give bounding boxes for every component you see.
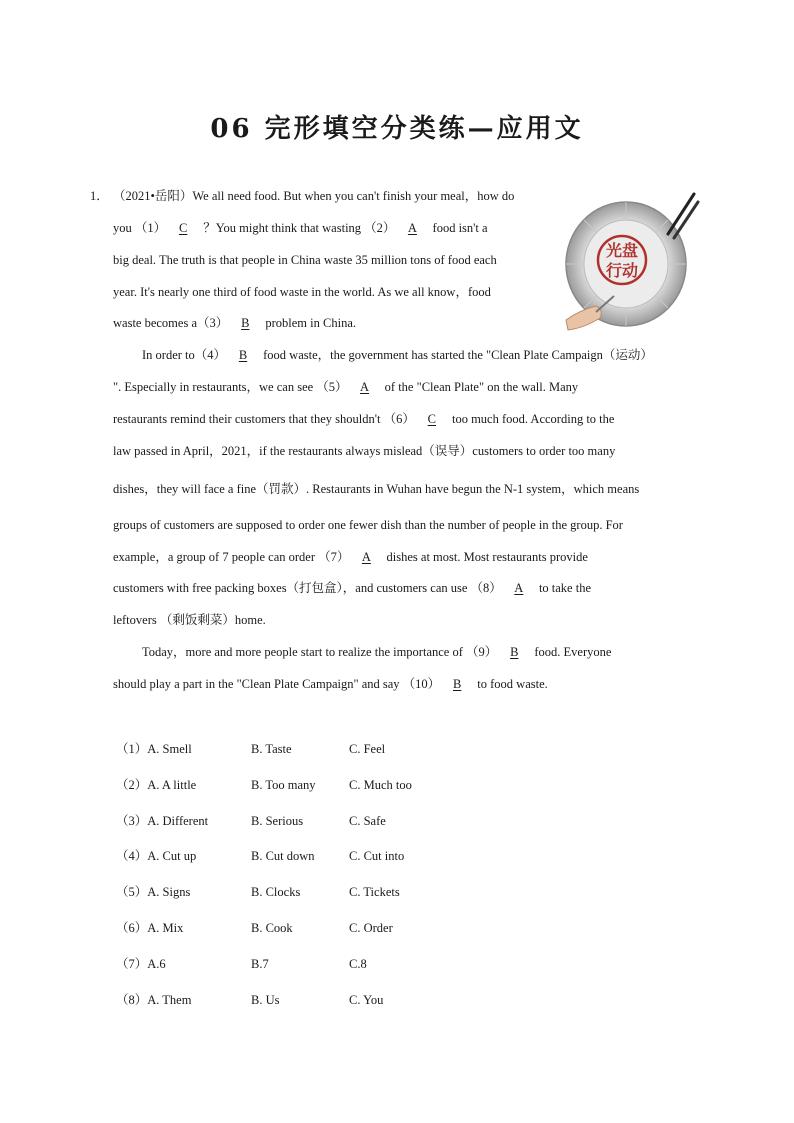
option-b: B. Taste xyxy=(251,742,292,756)
option-a: （2）A. A little xyxy=(116,777,197,792)
answer-blank: B xyxy=(238,348,248,362)
option-b: B. Us xyxy=(251,992,280,1007)
answer-blank: B xyxy=(241,316,250,330)
passage-line xyxy=(142,644,611,660)
option-b: B. Cook xyxy=(251,921,293,935)
answer-blank: C xyxy=(178,221,188,235)
text-segment: year. It's nearly one third of food waste in the world. As we all know，food xyxy=(113,285,491,299)
option-c: C. Tickets xyxy=(349,885,400,900)
option-a: （7）A.6 xyxy=(116,956,166,971)
text-segment: food waste，the government has started the "Clean Plate Campaign（运动） xyxy=(260,348,653,362)
passage-line xyxy=(113,379,578,395)
text-segment: food isn't a xyxy=(429,221,488,235)
text-segment: example，a group of 7 people can order （7） xyxy=(113,550,350,564)
text-segment: should play a part in the "Clean Plate Campaign" and say （10） xyxy=(113,677,441,691)
text-segment: law passed in April，2021，if the restaurants always mislead（误导）customers to order too many xyxy=(113,444,616,458)
option-c: C. Safe xyxy=(349,813,386,828)
option-b: B.7 xyxy=(251,956,269,971)
answer-blank: A xyxy=(361,550,371,564)
option-a: （4）A. Cut up xyxy=(116,849,197,864)
text-segment: problem in China. xyxy=(262,316,356,330)
stamp-text-bottom: 行动 xyxy=(605,261,639,280)
passage-line xyxy=(113,315,356,331)
stamp-text-top: 光盘 xyxy=(605,241,639,260)
text-segment: to take the xyxy=(535,581,592,595)
answer-blank: C xyxy=(427,412,437,426)
option-c: C.8 xyxy=(349,956,367,971)
text-segment: ". Especially in restaurants，we can see （5） xyxy=(113,380,348,394)
text-segment: waste becomes a（3） xyxy=(113,316,229,330)
passage-line xyxy=(113,411,614,427)
text-segment: food. Everyone xyxy=(531,645,612,659)
option-a: （6）A. Mix xyxy=(116,921,184,935)
passage-line xyxy=(113,284,491,300)
passage-line xyxy=(113,517,623,533)
answer-blank: B xyxy=(452,677,462,691)
passage-line xyxy=(113,188,514,204)
text-segment: too much food. According to the xyxy=(448,412,615,426)
answer-blank: A xyxy=(514,581,524,595)
answer-blank: A xyxy=(360,380,370,394)
option-b: B. Cut down xyxy=(251,849,315,864)
option-c: C. You xyxy=(349,992,384,1007)
text-segment: to food waste. xyxy=(474,677,548,691)
text-segment: groups of customers are supposed to order one fewer dish than the number of people in the group. For xyxy=(113,518,623,532)
option-a: （8）A. Them xyxy=(116,992,192,1007)
answer-blank: A xyxy=(407,221,417,235)
text-segment: restaurants remind their customers that they shouldn't （6） xyxy=(113,412,415,426)
option-a: （5）A. Signs xyxy=(116,885,191,900)
option-c: C. Feel xyxy=(349,742,386,756)
passage-line xyxy=(113,580,591,596)
text-segment: Today，more and more people start to realize the importance of （9） xyxy=(142,645,498,659)
text-segment: leftovers （剩饭剩菜）home. xyxy=(113,613,266,627)
text-segment: customers with free packing boxes（打包盒），and customers can use （8） xyxy=(113,581,502,595)
passage-line xyxy=(113,220,488,236)
passage-line xyxy=(113,676,548,692)
clean-plate-illustration xyxy=(562,188,700,336)
passage-line xyxy=(113,612,266,628)
option-a: （3）A. Different xyxy=(116,813,209,828)
passage-line xyxy=(113,481,639,497)
option-a: （1）A. Smell xyxy=(116,742,192,756)
option-b: B. Clocks xyxy=(251,885,301,900)
page-title: 06 完形填空分类练—应用文 xyxy=(210,114,584,144)
text-segment: （2021•岳阳）We all need food. But when you can't finish your meal，how do xyxy=(113,189,515,203)
answer-blank: B xyxy=(510,645,519,659)
question-number: 1． xyxy=(90,189,109,203)
passage-line xyxy=(113,252,497,268)
passage-line xyxy=(142,347,653,363)
option-c: C. Cut into xyxy=(349,849,405,864)
text-segment: dishes，they will face a fine（罚款）. Restaurants in Wuhan have begun the N-1 system，which means xyxy=(113,482,640,496)
text-segment: ？You might think that wasting （2） xyxy=(200,221,396,235)
text-segment: In order to（4） xyxy=(142,348,227,362)
text-segment: dishes at most. Most restaurants provide xyxy=(383,550,588,564)
text-segment: of the "Clean Plate" on the wall. Many xyxy=(381,380,579,394)
text-segment: you （1） xyxy=(113,221,167,235)
text-segment: big deal. The truth is that people in China waste 35 million tons of food each xyxy=(113,253,497,267)
option-c: C. Much too xyxy=(349,777,412,792)
option-b: B. Too many xyxy=(251,777,316,792)
option-c: C. Order xyxy=(349,921,393,935)
option-b: B. Serious xyxy=(251,813,304,828)
passage-line xyxy=(113,549,588,565)
passage-line xyxy=(113,443,615,459)
